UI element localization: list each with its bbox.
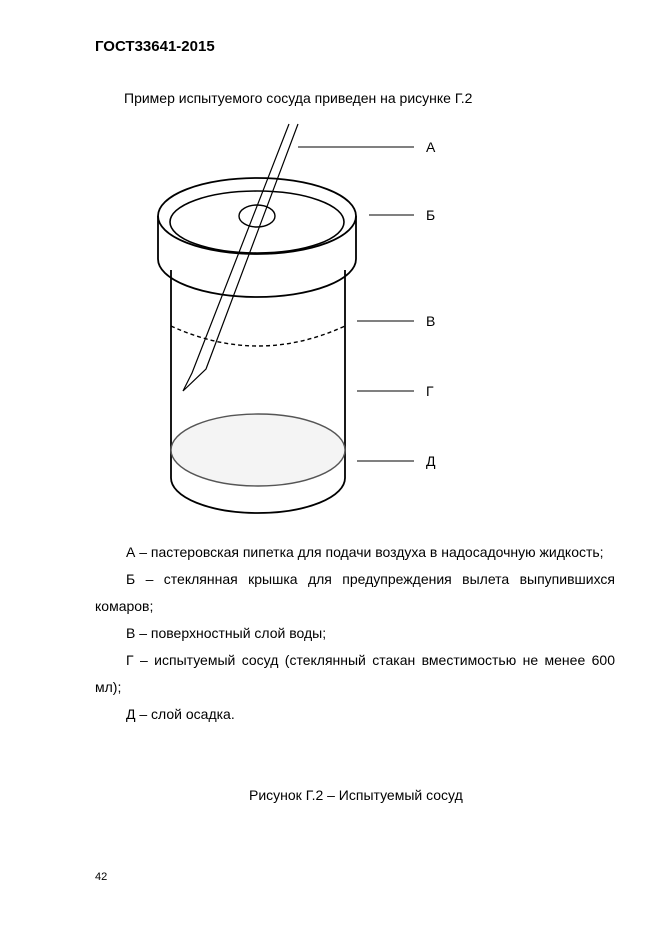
water-surface — [171, 326, 345, 346]
label-v: В — [426, 313, 436, 329]
lid-hole — [239, 205, 275, 227]
lid-side — [158, 216, 356, 297]
legend-item-b: Б – стеклянная крышка для предупреждения вылета выпупившихся комаров; — [95, 571, 615, 614]
label-b: Б — [426, 207, 436, 223]
document-header: ГОСТ33641-2015 — [95, 38, 215, 55]
label-g: Г — [426, 383, 434, 399]
figure-legend — [95, 539, 615, 728]
legend-item-g: Г – испытуемый сосуд (стеклянный стакан вместимостью не менее 600 мл); — [95, 652, 615, 695]
label-d: Д — [426, 453, 436, 469]
lid-outer-top — [158, 178, 356, 254]
label-a: А — [426, 139, 436, 155]
figure-caption: Рисунок Г.2 – Испытуемый сосуд — [249, 787, 463, 803]
legend-item-v: В – поверхностный слой воды; — [126, 625, 327, 641]
legend-item-d: Д – слой осадка. — [126, 706, 235, 722]
pasteur-pipette — [183, 124, 298, 391]
legend-item-a: А – пастеровская пипетка для подачи воздуха в надосадочную жидкость; — [126, 544, 604, 560]
sediment-layer — [171, 414, 345, 486]
lid-inner-top — [170, 191, 344, 253]
intro-text: Пример испытуемого сосуда приведен на рисунке Г.2 — [124, 90, 473, 106]
page-number: 42 — [95, 871, 108, 883]
